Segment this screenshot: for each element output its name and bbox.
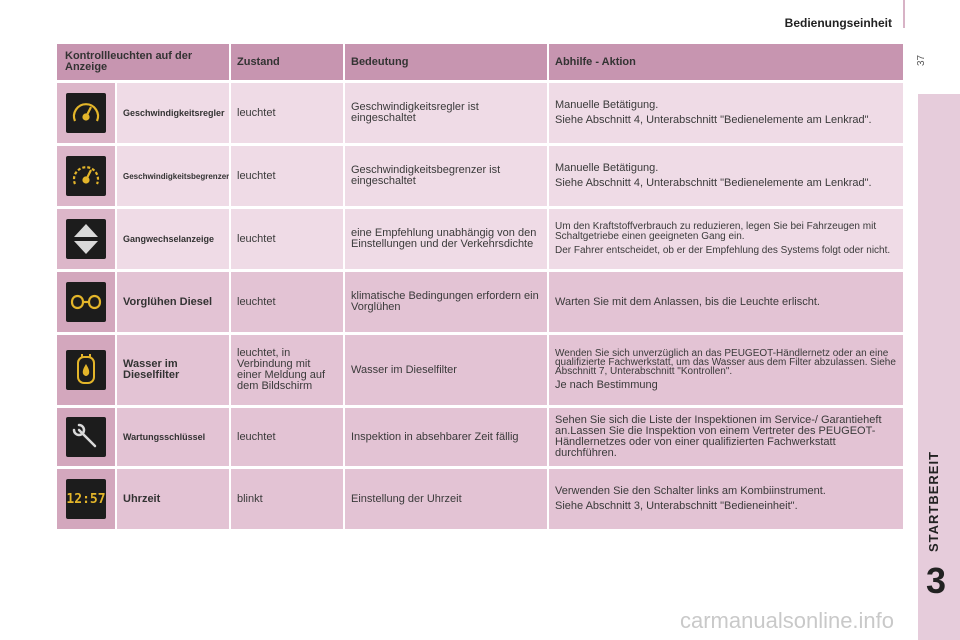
action-text: Siehe Abschnitt 4, Unterabschnitt "Bedienelemente am Lenkrad". [555,177,872,189]
indicator-name: Wartungsschlüssel [123,431,206,442]
clock-display-icon [66,479,106,519]
indicator-meaning: Inspektion in absehbarer Zeit fällig [343,408,547,466]
header-rule [903,0,905,28]
indicator-meaning: Geschwindigkeitsregler ist eingeschaltet [343,83,547,143]
gear-shift-indicator-icon [66,219,106,259]
action-text: Siehe Abschnitt 4, Unterabschnitt "Bedienelemente am Lenkrad". [555,114,872,126]
section-label: STARTBEREIT [926,450,941,552]
speed-regulator-icon [66,93,106,133]
indicator-name: Vorglühen Diesel [123,295,213,308]
watermark: carmanualsonline.info [680,608,895,633]
header-action: Abhilfe - Aktion [547,44,903,80]
clock-display-text: 12:57 [66,491,106,507]
indicator-state: leuchtet, in Verbindung mit einer Meldung auf dem Bildschirm [229,335,343,405]
table-row [57,335,903,405]
header-state: Zustand [229,44,343,80]
indicator-state: blinkt [229,469,343,529]
indicator-name: Gangwechselanzeige [123,233,215,244]
indicator-meaning: Einstellung der Uhrzeit [343,469,547,529]
chapter-side-tab [918,94,960,640]
indicator-name: Geschwindigkeitsbegrenzer [123,171,230,181]
indicator-meaning: Wasser im Dieselfilter [343,335,547,405]
warning-lights-table [57,44,903,532]
action-text: Um den Kraftstoffverbrauch zu reduzieren, legen Sie bei Fahrzeugen mit Schaltgetriebe einen geeigneten Gang ein. [555,221,877,242]
indicator-name: Geschwindigkeitsregler [123,107,225,118]
table-row [57,83,903,143]
table-row [57,408,903,466]
indicator-meaning: eine Empfehlung unabhängig von den Einstellungen und der Verkehrsdichte [343,209,547,269]
glow-plug-icon [66,282,106,322]
table-row [57,469,903,529]
header-indicator: Kontrollleuchten auf der Anzeige [57,44,229,80]
action-text: Der Fahrer entscheidet, ob er der Empfehlung des Systems folgt oder nicht. [555,245,891,256]
wrench-icon [66,417,106,457]
action-text: Verwenden Sie den Schalter links am Kombiinstrument. [555,485,826,497]
action-text: Manuelle Betätigung. [555,99,659,111]
speed-limiter-icon [66,156,106,196]
action-text: Wenden Sie sich unverzüglich an das PEUGEOT-Händlernetz oder an eine qualifizierte Fachwerkstatt, um das Wasser aus dem Filter abzulassen. Siehe Abschnitt 7, Unterabschnitt "Kontrollen". [555,348,896,377]
page-number: 37 [916,54,927,66]
indicator-state: leuchtet [229,272,343,332]
indicator-meaning: Geschwindigkeitsbegrenzer ist eingeschaltet [343,146,547,206]
indicator-state: leuchtet [229,146,343,206]
indicator-state: leuchtet [229,209,343,269]
table-row [57,146,903,206]
table-header-row [57,44,903,80]
action-text: Je nach Bestimmung [555,379,658,391]
water-in-diesel-icon [66,350,106,390]
table-row [57,209,903,269]
indicator-state: leuchtet [229,408,343,466]
indicator-meaning: klimatische Bedingungen erfordern ein Vorglühen [343,272,547,332]
indicator-name: Uhrzeit [123,492,161,505]
header-meaning: Bedeutung [343,44,547,80]
indicator-state: leuchtet [229,83,343,143]
action-text: Warten Sie mit dem Anlassen, bis die Leuchte erlischt. [555,295,820,308]
action-text: Siehe Abschnitt 3, Unterabschnitt "Bedieneinheit". [555,500,798,512]
table-row [57,272,903,332]
indicator-name: Wasser im Dieselfilter [123,358,180,381]
action-text: Sehen Sie sich die Liste der Inspektionen im Service-/ Garantieheft an.Lassen Sie die Inspektion von einem Vertreter des PEUGEOT-Händlernetzes oder von einer qualifizierten Fachwerkstatt durchführen. [555,414,882,459]
page-header-title: Bedienungseinheit [784,16,892,30]
action-text: Manuelle Betätigung. [555,162,659,174]
chapter-number: 3 [926,560,947,601]
